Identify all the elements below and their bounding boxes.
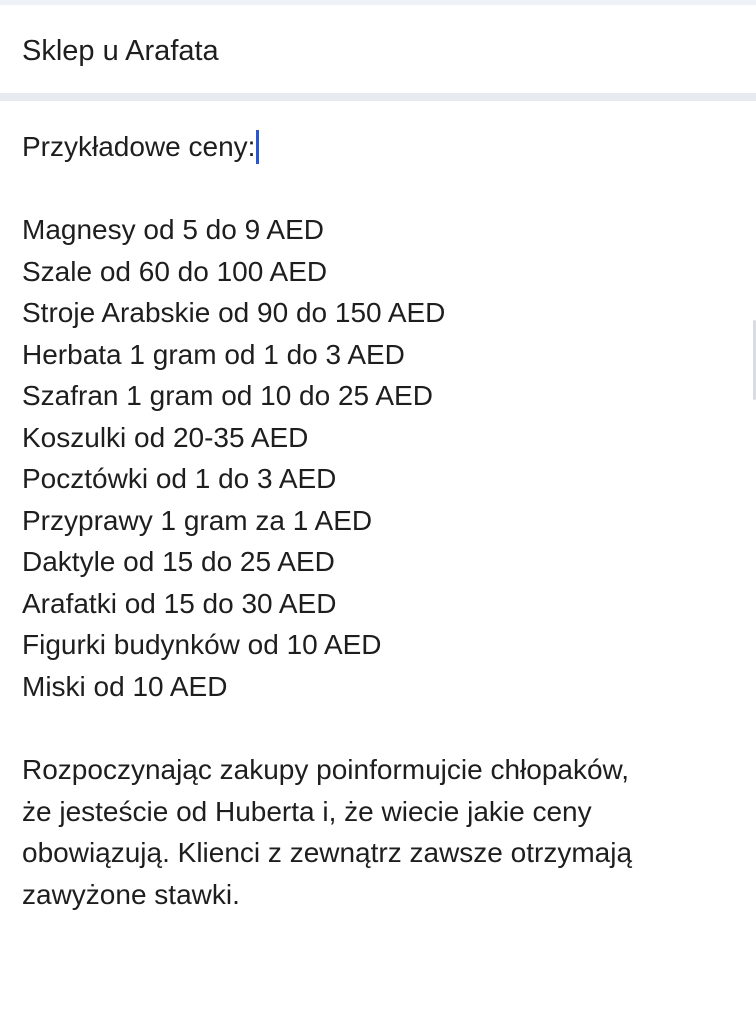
title-separator xyxy=(0,93,756,101)
heading-line[interactable] xyxy=(22,126,742,168)
closing-paragraph xyxy=(22,749,734,915)
closing-line: Rozpoczynając zakupy poinformujcie chłopaków, xyxy=(22,754,629,785)
price-item-herbata: Herbata 1 gram od 1 do 3 AED xyxy=(22,338,405,370)
text-cursor xyxy=(256,130,259,164)
price-item-stroje-arabskie: Stroje Arabskie od 90 do 150 AED xyxy=(22,297,446,328)
price-item-arafatki: Arafatki od 15 do 30 AED xyxy=(22,587,337,619)
closing-line: zawyżone stawki. xyxy=(22,878,240,910)
price-item-koszulki: Koszulki od 20-35 AED xyxy=(22,421,309,453)
blank-line xyxy=(22,707,742,749)
note-title-bar[interactable] xyxy=(0,5,756,93)
closing-line: obowiązują. Klienci z zewnątrz zawsze otrzymają xyxy=(22,837,633,868)
closing-line: że jesteście od Huberta i, że wiecie jakie ceny xyxy=(22,795,592,827)
blank-line xyxy=(22,168,742,209)
price-list xyxy=(22,209,742,707)
note-title-input[interactable]: Sklep u Arafata xyxy=(22,35,219,67)
price-item-daktyle: Daktyle od 15 do 25 AED xyxy=(22,546,335,577)
price-item-pocztowki: Pocztówki od 1 do 3 AED xyxy=(22,463,337,494)
price-heading: Przykładowe ceny: xyxy=(22,131,256,162)
price-item-szale: Szale od 60 do 100 AED xyxy=(22,255,328,287)
price-item-magnesy: Magnesy od 5 do 9 AED xyxy=(22,214,324,245)
price-item-miski: Miski od 10 AED xyxy=(22,670,228,702)
price-item-szafran: Szafran 1 gram od 10 do 25 AED xyxy=(22,380,433,411)
price-item-przyprawy: Przyprawy 1 gram za 1 AED xyxy=(22,504,373,536)
note-body-editor[interactable] xyxy=(22,126,742,915)
price-item-figurki: Figurki budynków od 10 AED xyxy=(22,629,382,660)
